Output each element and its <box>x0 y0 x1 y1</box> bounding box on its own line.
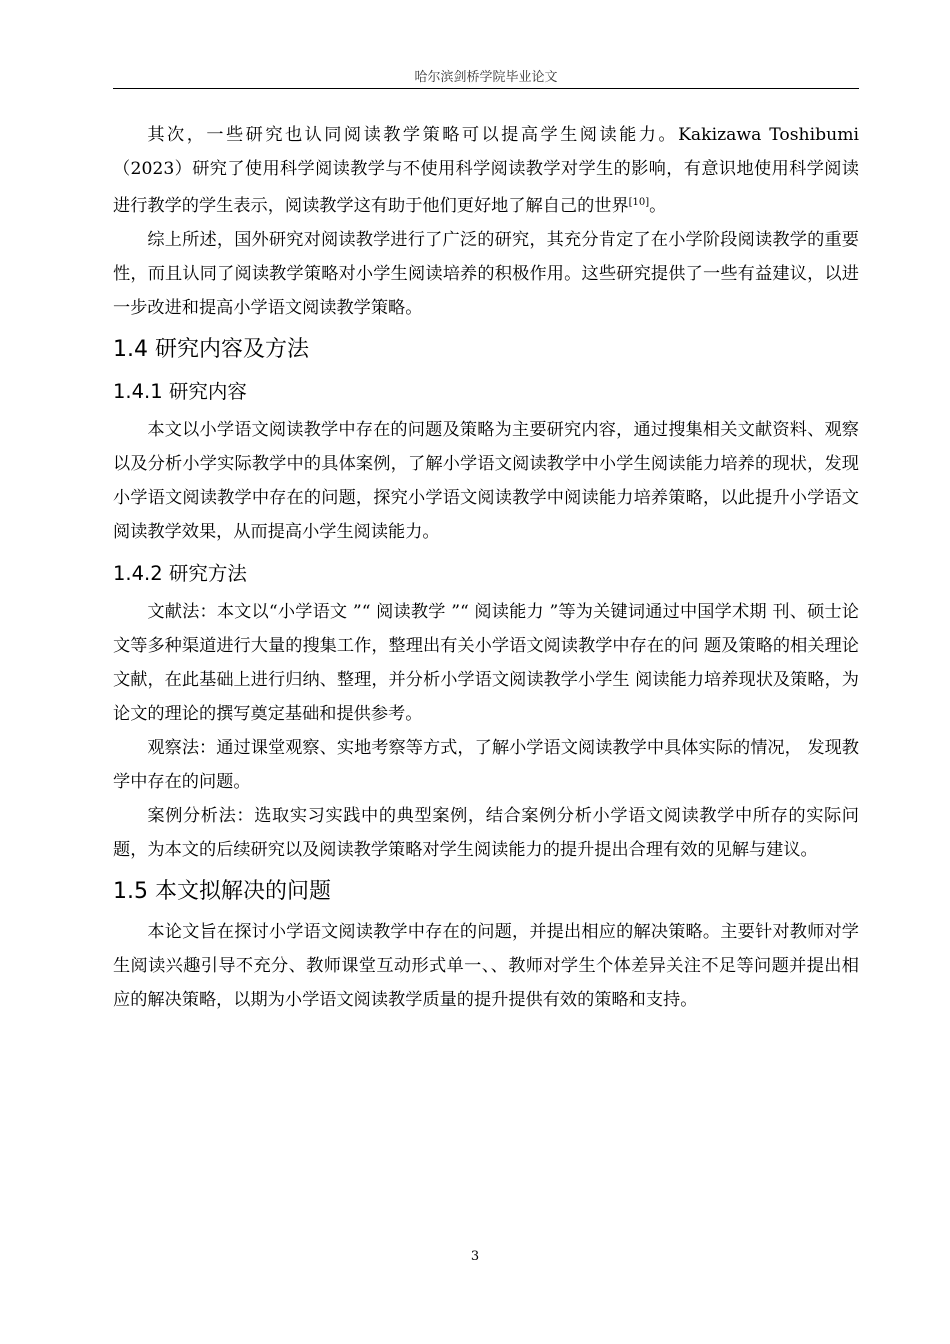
paragraph-text: 其次，一些研究也认同阅读教学策略可以提高学生阅读能力。Kakizawa Toshibumi（2023）研究了使用科学阅读教学与不使用科学阅读教学对学生的影响，有意识地使用科学阅读进行教学的学生表示，阅读教学这有助于他们更好地了解自己的世界 <box>113 125 859 216</box>
paragraph-literature-method: 文献法：本文以“小学语文 ”“ 阅读教学 ”“ 阅读能力 ”等为关键词通过中国学术期 刊、硕士论文等多种渠道进行大量的搜集工作，整理出有关小学语文阅读教学中存在的问 题及策略的相关理论文献，在此基础上进行归纳、整理，并分析小学语文阅读教学小学生 阅读能力培养现状及策略，为论文的理论的撰写奠定基础和提供参考。 <box>113 602 859 724</box>
page-number: 3 <box>470 1249 480 1264</box>
paragraph-case-method: 案例分析法：选取实习实践中的典型案例，结合案例分析小学语文阅读教学中所存的实际问题，为本文的后续研究以及阅读教学策略对学生阅读能力的提升提出合理有效的见解与建议。 <box>113 806 859 860</box>
section-heading-1-4: 1.4 研究内容及方法 <box>113 337 309 362</box>
header-divider <box>113 88 859 89</box>
paragraph-end: 。 <box>649 196 667 216</box>
paragraph-research-support <box>113 118 859 223</box>
citation-ref: [10] <box>628 197 650 208</box>
section-heading-1-4-1: 1.4.1 研究内容 <box>113 380 247 403</box>
paragraph-problems: 本论文旨在探讨小学语文阅读教学中存在的问题，并提出相应的解决策略。主要针对教师对学生阅读兴趣引导不充分、教师课堂互动形式单一、、教师对学生个体差异关注不足等问题并提出相应的解决策略，以期为小学语文阅读教学质量的提升提供有效的策略和支持。 <box>113 922 859 1010</box>
section-heading-1-4-2: 1.4.2 研究方法 <box>113 562 247 585</box>
document-body <box>113 118 859 1017</box>
paragraph-observation-method: 观察法：通过课堂观察、实地考察等方式，了解小学语文阅读教学中具体实际的情况， 发现教学中存在的问题。 <box>113 738 859 792</box>
section-heading-1-5: 1.5 本文拟解决的问题 <box>113 879 331 904</box>
page-header: 哈尔滨剑桥学院毕业论文 <box>414 70 558 85</box>
paragraph-summary: 综上所述，国外研究对阅读教学进行了广泛的研究，其充分肯定了在小学阶段阅读教学的重要性，而且认同了阅读教学策略对小学生阅读培养的积极作用。这些研究提供了一些有益建议，以进一步改进和提高小学语文阅读教学策略。 <box>113 230 859 318</box>
paragraph-research-content: 本文以小学语文阅读教学中存在的问题及策略为主要研究内容，通过搜集相关文献资料、观察以及分析小学实际教学中的具体案例，了解小学语文阅读教学中小学生阅读能力培养的现状，发现小学语文阅读教学中存在的问题，探究小学语文阅读教学中阅读能力培养策略，以此提升小学语文阅读教学效果，从而提高小学生阅读能力。 <box>113 420 859 542</box>
